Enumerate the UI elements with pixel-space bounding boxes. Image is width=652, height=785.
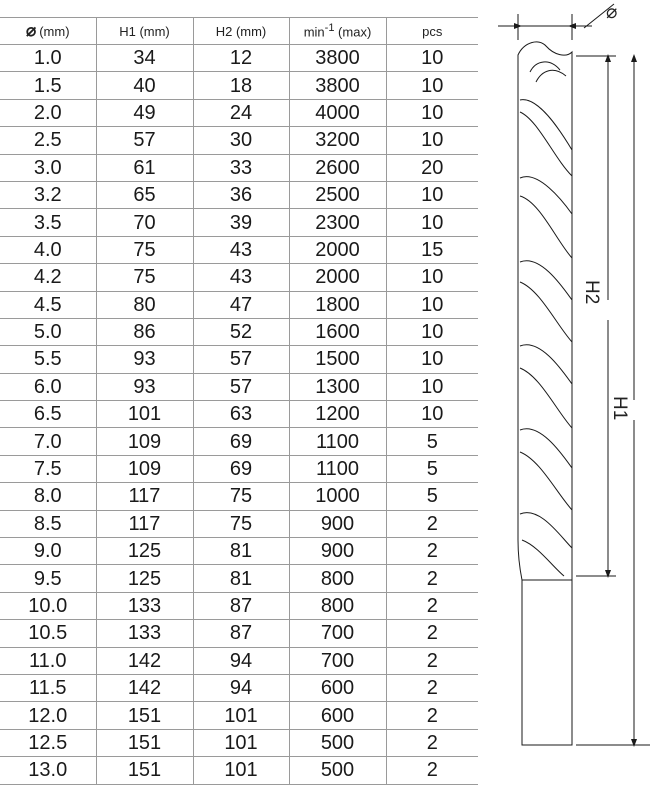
cell-h1: 117	[96, 483, 193, 510]
drill-flute-9	[520, 429, 572, 468]
cell-pcs: 10	[386, 72, 478, 99]
cell-h1: 75	[96, 264, 193, 291]
cell-diameter: 7.5	[0, 455, 96, 482]
table-row	[0, 373, 478, 400]
cell-h2: 52	[193, 318, 289, 345]
cell-h1: 80	[96, 291, 193, 318]
table-row	[0, 620, 478, 647]
cell-h2: 75	[193, 483, 289, 510]
cell-diameter: 5.0	[0, 318, 96, 345]
cell-pcs: 10	[386, 127, 478, 154]
cell-diameter: 9.0	[0, 538, 96, 565]
cell-h1: 101	[96, 401, 193, 428]
drill-spec-table	[0, 17, 478, 785]
cell-diameter: 1.0	[0, 45, 96, 72]
cell-rpm: 4000	[289, 99, 386, 126]
cell-h2: 57	[193, 346, 289, 373]
drill-body-outline	[518, 42, 572, 745]
cell-pcs: 2	[386, 510, 478, 537]
cell-pcs: 10	[386, 209, 478, 236]
table-row	[0, 565, 478, 592]
cell-diameter: 10.0	[0, 592, 96, 619]
cell-rpm: 600	[289, 674, 386, 701]
cell-diameter: 3.5	[0, 209, 96, 236]
table-row	[0, 428, 478, 455]
cell-pcs: 5	[386, 483, 478, 510]
cell-diameter: 11.5	[0, 674, 96, 701]
cell-diameter: 6.0	[0, 373, 96, 400]
cell-rpm: 1600	[289, 318, 386, 345]
cell-pcs: 10	[386, 401, 478, 428]
table-row	[0, 291, 478, 318]
h1-label: H1	[609, 396, 630, 421]
h2-label: H2	[581, 280, 602, 305]
cell-h2: 87	[193, 592, 289, 619]
cell-rpm: 2500	[289, 181, 386, 208]
cell-pcs: 2	[386, 620, 478, 647]
cell-h2: 81	[193, 565, 289, 592]
cell-pcs: 5	[386, 455, 478, 482]
table-header	[0, 18, 478, 45]
cell-rpm: 700	[289, 620, 386, 647]
drill-flute-8	[520, 368, 572, 428]
cell-h2: 57	[193, 373, 289, 400]
cell-h2: 33	[193, 154, 289, 181]
cell-rpm: 800	[289, 592, 386, 619]
cell-h2: 36	[193, 181, 289, 208]
cell-rpm: 2300	[289, 209, 386, 236]
table-row	[0, 592, 478, 619]
cell-h1: 57	[96, 127, 193, 154]
cell-pcs: 10	[386, 346, 478, 373]
cell-rpm: 3200	[289, 127, 386, 154]
cell-diameter: 2.5	[0, 127, 96, 154]
cell-pcs: 10	[386, 99, 478, 126]
cell-rpm: 600	[289, 702, 386, 729]
cell-pcs: 10	[386, 264, 478, 291]
table-row	[0, 236, 478, 263]
cell-diameter: 5.5	[0, 346, 96, 373]
drill-flute-10	[520, 452, 572, 510]
header-rpm-base: min	[303, 24, 325, 40]
table-row	[0, 538, 478, 565]
cell-h1: 40	[96, 72, 193, 99]
table-row	[0, 702, 478, 729]
table-row	[0, 127, 478, 154]
table-row	[0, 45, 478, 72]
cell-pcs: 2	[386, 647, 478, 674]
cell-pcs: 2	[386, 757, 478, 784]
drill-flute-2	[520, 112, 572, 176]
drill-bit-drawing	[518, 42, 572, 745]
cell-h1: 133	[96, 620, 193, 647]
cell-h1: 49	[96, 99, 193, 126]
table-row	[0, 455, 478, 482]
cell-h2: 18	[193, 72, 289, 99]
table-row	[0, 264, 478, 291]
cell-h2: 87	[193, 620, 289, 647]
table-row	[0, 729, 478, 756]
cell-h2: 101	[193, 757, 289, 784]
cell-rpm: 1000	[289, 483, 386, 510]
cell-h1: 151	[96, 729, 193, 756]
cell-rpm: 2600	[289, 154, 386, 181]
header-pcs: pcs	[386, 18, 478, 45]
cell-pcs: 10	[386, 181, 478, 208]
cell-h2: 30	[193, 127, 289, 154]
cell-rpm: 800	[289, 565, 386, 592]
cell-diameter: 8.5	[0, 510, 96, 537]
cell-pcs: 10	[386, 291, 478, 318]
cell-pcs: 2	[386, 592, 478, 619]
header-h2: H2 (mm)	[193, 18, 289, 45]
cell-h2: 94	[193, 647, 289, 674]
h2-dimension	[576, 56, 616, 576]
header-row	[0, 18, 478, 45]
cell-diameter: 2.0	[0, 99, 96, 126]
table-row	[0, 181, 478, 208]
cell-diameter: 4.0	[0, 236, 96, 263]
table-row	[0, 209, 478, 236]
cell-h1: 151	[96, 702, 193, 729]
cell-pcs: 2	[386, 565, 478, 592]
cell-rpm: 1500	[289, 346, 386, 373]
cell-pcs: 2	[386, 702, 478, 729]
cell-rpm: 3800	[289, 72, 386, 99]
table-row	[0, 510, 478, 537]
cell-h2: 101	[193, 702, 289, 729]
diameter-symbol-icon: ⌀	[25, 21, 37, 40]
cell-h1: 151	[96, 757, 193, 784]
cell-diameter: 9.5	[0, 565, 96, 592]
cell-pcs: 2	[386, 538, 478, 565]
cell-h2: 63	[193, 401, 289, 428]
cell-h2: 43	[193, 236, 289, 263]
cell-h1: 93	[96, 346, 193, 373]
cell-rpm: 500	[289, 757, 386, 784]
drill-flute-12	[522, 540, 564, 576]
cell-h1: 93	[96, 373, 193, 400]
cell-h1: 65	[96, 181, 193, 208]
cell-diameter: 3.0	[0, 154, 96, 181]
cell-rpm: 900	[289, 538, 386, 565]
cell-rpm: 900	[289, 510, 386, 537]
cell-rpm: 1300	[289, 373, 386, 400]
cell-rpm: 500	[289, 729, 386, 756]
header-diameter-unit: (mm)	[39, 24, 70, 39]
cell-rpm: 1100	[289, 455, 386, 482]
cell-h1: 34	[96, 45, 193, 72]
diameter-dimension	[498, 4, 614, 40]
cell-pcs: 2	[386, 674, 478, 701]
cell-h1: 117	[96, 510, 193, 537]
cell-h1: 125	[96, 565, 193, 592]
cell-h2: 81	[193, 538, 289, 565]
cell-rpm: 2000	[289, 264, 386, 291]
cell-h1: 142	[96, 647, 193, 674]
table-row	[0, 483, 478, 510]
cell-diameter: 11.0	[0, 647, 96, 674]
drill-flute-4	[520, 196, 572, 258]
cell-diameter: 10.5	[0, 620, 96, 647]
diameter-label: ⌀	[606, 2, 618, 23]
header-rpm-exponent: -1	[324, 22, 335, 35]
cell-pcs: 10	[386, 45, 478, 72]
cell-pcs: 5	[386, 428, 478, 455]
cell-h1: 142	[96, 674, 193, 701]
cell-diameter: 6.5	[0, 401, 96, 428]
cell-h1: 75	[96, 236, 193, 263]
cell-h2: 43	[193, 264, 289, 291]
cell-h2: 24	[193, 99, 289, 126]
cell-pcs: 10	[386, 373, 478, 400]
cell-h2: 94	[193, 674, 289, 701]
cell-pcs: 20	[386, 154, 478, 181]
cell-diameter: 4.2	[0, 264, 96, 291]
table-row	[0, 154, 478, 181]
cell-h1: 133	[96, 592, 193, 619]
cell-h1: 109	[96, 428, 193, 455]
cell-h1: 125	[96, 538, 193, 565]
table-row	[0, 757, 478, 784]
table-row	[0, 318, 478, 345]
cell-rpm: 3800	[289, 45, 386, 72]
cell-h1: 86	[96, 318, 193, 345]
cell-diameter: 7.0	[0, 428, 96, 455]
cell-h2: 69	[193, 455, 289, 482]
cell-rpm: 2000	[289, 236, 386, 263]
cell-h2: 69	[193, 428, 289, 455]
table-row	[0, 72, 478, 99]
drill-flute-5	[520, 261, 572, 300]
table-row	[0, 99, 478, 126]
drill-bit-figure	[484, 0, 652, 750]
table-row	[0, 647, 478, 674]
header-rpm	[289, 18, 386, 45]
cell-rpm: 1100	[289, 428, 386, 455]
table-row	[0, 674, 478, 701]
cell-diameter: 12.5	[0, 729, 96, 756]
cell-diameter: 13.0	[0, 757, 96, 784]
table-body	[0, 45, 478, 785]
drill-flute-6	[520, 282, 572, 342]
cell-h1: 61	[96, 154, 193, 181]
header-diameter	[0, 18, 96, 45]
cell-rpm: 1800	[289, 291, 386, 318]
cell-h2: 39	[193, 209, 289, 236]
cell-h2: 47	[193, 291, 289, 318]
cell-pcs: 15	[386, 236, 478, 263]
cell-h1: 109	[96, 455, 193, 482]
cell-h2: 12	[193, 45, 289, 72]
cell-diameter: 4.5	[0, 291, 96, 318]
cell-diameter: 3.2	[0, 181, 96, 208]
drill-flute-1	[520, 100, 572, 150]
drill-tip	[530, 62, 566, 82]
table-row	[0, 401, 478, 428]
cell-diameter: 1.5	[0, 72, 96, 99]
drill-flute-3	[520, 177, 572, 214]
cell-diameter: 12.0	[0, 702, 96, 729]
header-h1: H1 (mm)	[96, 18, 193, 45]
cell-h2: 75	[193, 510, 289, 537]
cell-pcs: 10	[386, 318, 478, 345]
header-rpm-suffix: (max)	[334, 24, 372, 40]
table-row	[0, 346, 478, 373]
cell-diameter: 8.0	[0, 483, 96, 510]
cell-h1: 70	[96, 209, 193, 236]
cell-rpm: 1200	[289, 401, 386, 428]
cell-rpm: 700	[289, 647, 386, 674]
cell-pcs: 2	[386, 729, 478, 756]
cell-h2: 101	[193, 729, 289, 756]
drill-flute-7	[520, 345, 572, 384]
